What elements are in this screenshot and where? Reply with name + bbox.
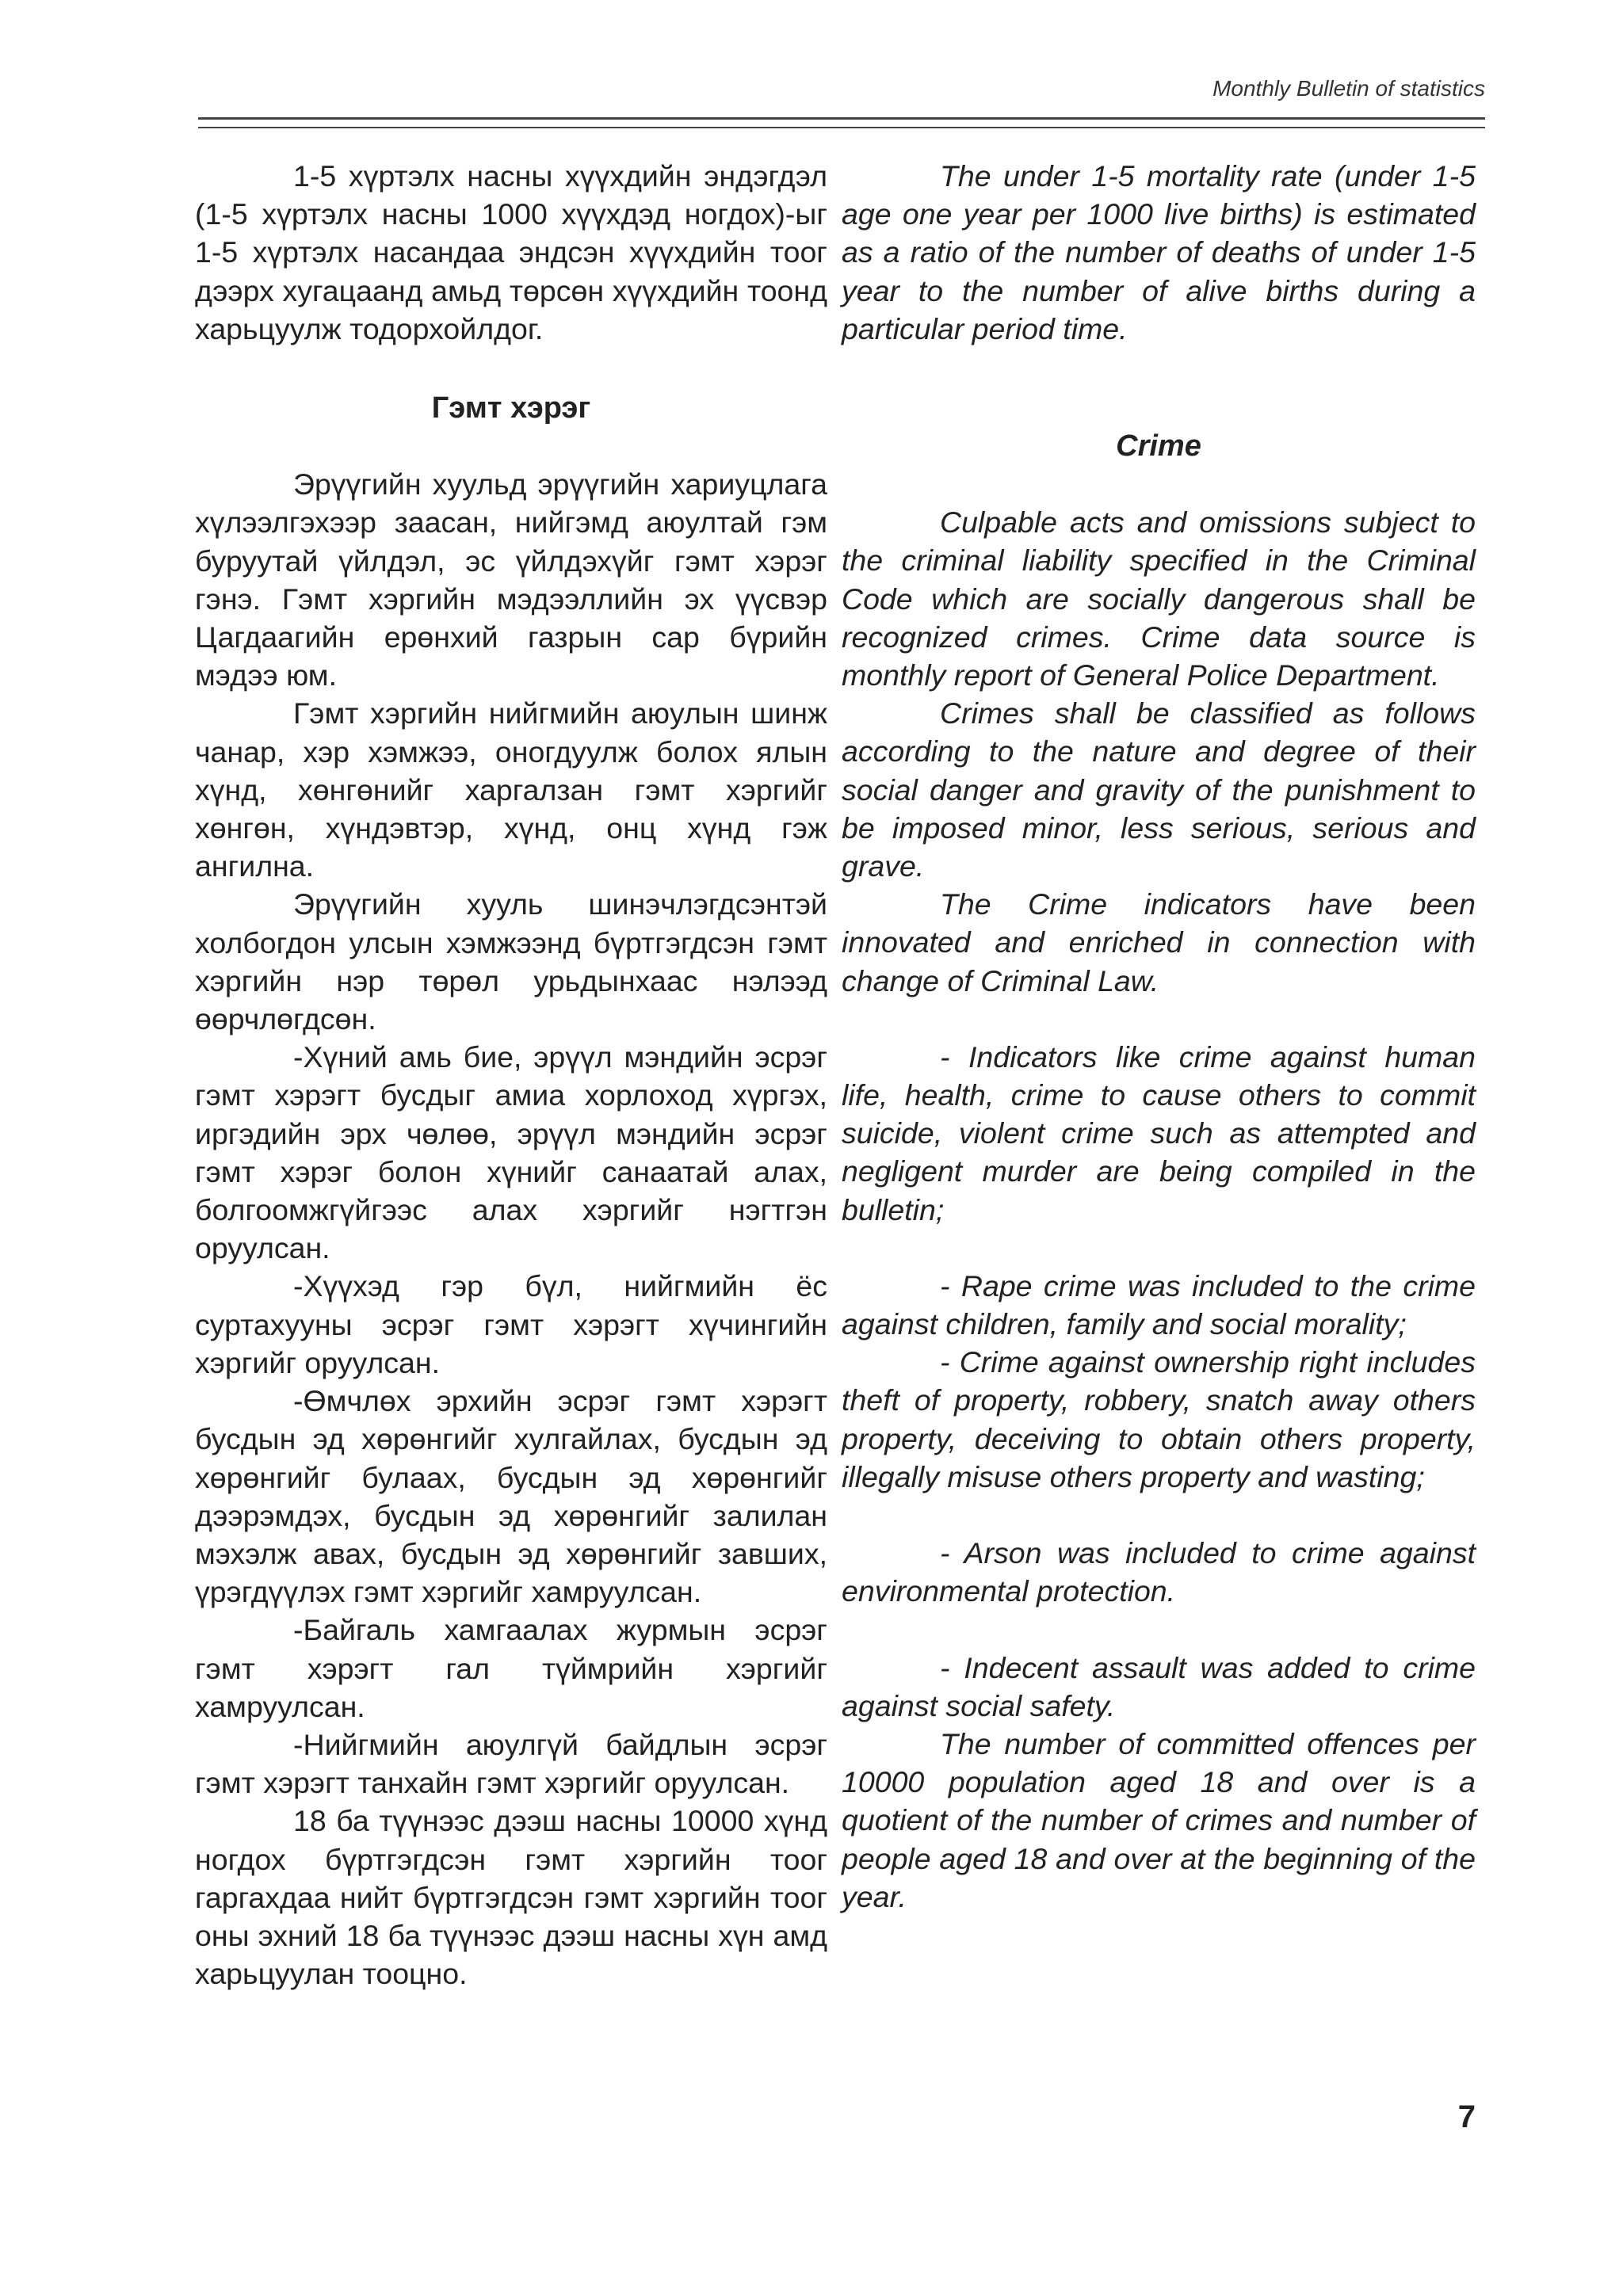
mongolian-column [195, 157, 827, 1993]
header-rule-bottom [198, 127, 1485, 128]
indecent-assault-en: - Indecent assault was added to crime against social safety. [842, 1650, 1476, 1722]
ownership-crime-mn: -Өмчлөх эрхийн эсрэг гэмт хэрэгт бусдын эд хөрөнгийг хулгайлах, бусдын эд хөрөнгийг булаах, бусдын эд хөрөнгийг дээрэмдэх, бусдын эд хөрөнгийг залилан мэхэлж авах, бусдын эд хөрөнгийг завших, үрэгдүүлэх гэмт хэргийг хамруулсан. [195, 1384, 827, 1609]
crime-indicators-mn: Эрүүгийн хууль шинэчлэгдсэнтэй холбогдон улсын хэмжээнд бүртгэгдсэн гэмт хэргийн нэр төрөл урьдынхаас нэлээд өөрчлөгдсөн. [195, 887, 827, 1036]
header-rule-top [198, 117, 1485, 120]
crime-classification-en: Crimes shall be classified as follows according to the nature and degree of their social danger and gravity of the punishment to be imposed minor, less serious, serious and grave. [842, 696, 1476, 883]
offence-rate-en: The number of committed offences per 10000 population aged 18 and over is a quotient of the number of crimes and number of people aged 18 and over at the beginning of the year. [842, 1726, 1476, 1913]
crime-classification-mn: Гэмт хэргийн нийгмийн аюулын шинж чанар, хэр хэмжээ, оногдуулж болох ялын хүнд, хөнгөнийг харгалзан гэмт хэргийг хөнгөн, хүндэвтэр, хүнд, онц хүнд гэж ангилна. [195, 696, 827, 883]
english-column [842, 157, 1476, 1916]
section-heading-en: Crime [1116, 429, 1201, 463]
page-number: 7 [1457, 2100, 1476, 2134]
life-health-crime-en: - Indicators like crime against human life, health, crime to cause others to commit suicide, violent crime such as attempted and negligent murder are being compiled in the bulletin; [842, 1039, 1476, 1226]
crime-definition-en: Culpable acts and omissions subject to the criminal liability specified in the Criminal Code which are socially dangerous shall be recognized crimes. Crime data source is monthly report of General Police Department. [842, 505, 1476, 692]
mortality-paragraph-mn: 1-5 хүртэлх насны хүүхдийн эндэгдэл (1-5 хүртэлх насны 1000 хүүхдэд ногдох)-ыг 1-5 хүртэлх насандаа эндсэн хүүхдийн тоог дээрх хугацаанд амьд төрсөн хүүхдийн тоонд харьцуулж тодорхойлдог. [195, 159, 827, 345]
life-health-crime-mn: -Хүний амь бие, эрүүл мэндийн эсрэг гэмт хэрэгт бусдыг амиа хорлоход хүргэх, иргэдийн эрх чөлөө, эрүүл мэндийн эсрэг гэмт хэрэг болон хүнийг санаатай алах, болгоомжгүйгээс алах хэргийг нэгтгэн оруулсан. [195, 1040, 827, 1265]
mortality-paragraph-en: The under 1-5 mortality rate (under 1-5 age one year per 1000 live births) is estimated as a ratio of the number of deaths of under 1-5 year to the number of alive births during a particular period time. [842, 159, 1476, 345]
crime-indicators-en: The Crime indicators have been innovated and enriched in connection with change of Criminal Law. [842, 887, 1476, 997]
indecent-assault-mn: -Нийгмийн аюулгүй байдлын эсрэг гэмт хэрэгт танхайн гэмт хэргийг оруулсан. [195, 1727, 827, 1800]
section-heading-mn: Гэмт хэрэг [431, 391, 591, 425]
rape-crime-mn: -Хүүхэд гэр бүл, нийгмийн ёс суртахууны эсрэг гэмт хэрэгт хүчингийн хэргийг оруулсан. [195, 1269, 827, 1379]
crime-definition-mn: Эрүүгийн хуульд эрүүгийн хариуцлага хүлээлгэхээр заасан, нийгэмд аюултай гэм буруутай үйлдэл, эс үйлдэхүйг гэмт хэрэг гэнэ. Гэмт хэргийн мэдээллийн эх үүсвэр Цагдаагийн ерөнхий газрын сар бүрийн мэдээ юм. [195, 467, 827, 692]
offence-rate-mn: 18 ба түүнээс дээш насны 10000 хүнд ногдох бүртгэгдсэн гэмт хэргийн тоог гаргахдаа нийт бүртгэгдсэн гэмт хэргийн тоог оны эхний 18 ба түүнээс дээш насны хүн амд харьцуулан тооцно. [195, 1804, 827, 1991]
bulletin-title: Monthly Bulletin of statistics [1212, 76, 1485, 101]
rape-crime-en: - Rape crime was included to the crime against children, family and social morality; [842, 1268, 1476, 1341]
ownership-crime-en: - Crime against ownership right includes theft of property, robbery, snatch away others property, deceiving to obtain others property, illegally misuse others property and wasting; [842, 1345, 1476, 1493]
arson-crime-mn: -Байгаль хамгаалах журмын эсрэг гэмт хэрэгт гал түймрийн хэргийг хамруулсан. [195, 1613, 827, 1723]
arson-crime-en: - Arson was included to crime against environmental protection. [842, 1536, 1476, 1608]
